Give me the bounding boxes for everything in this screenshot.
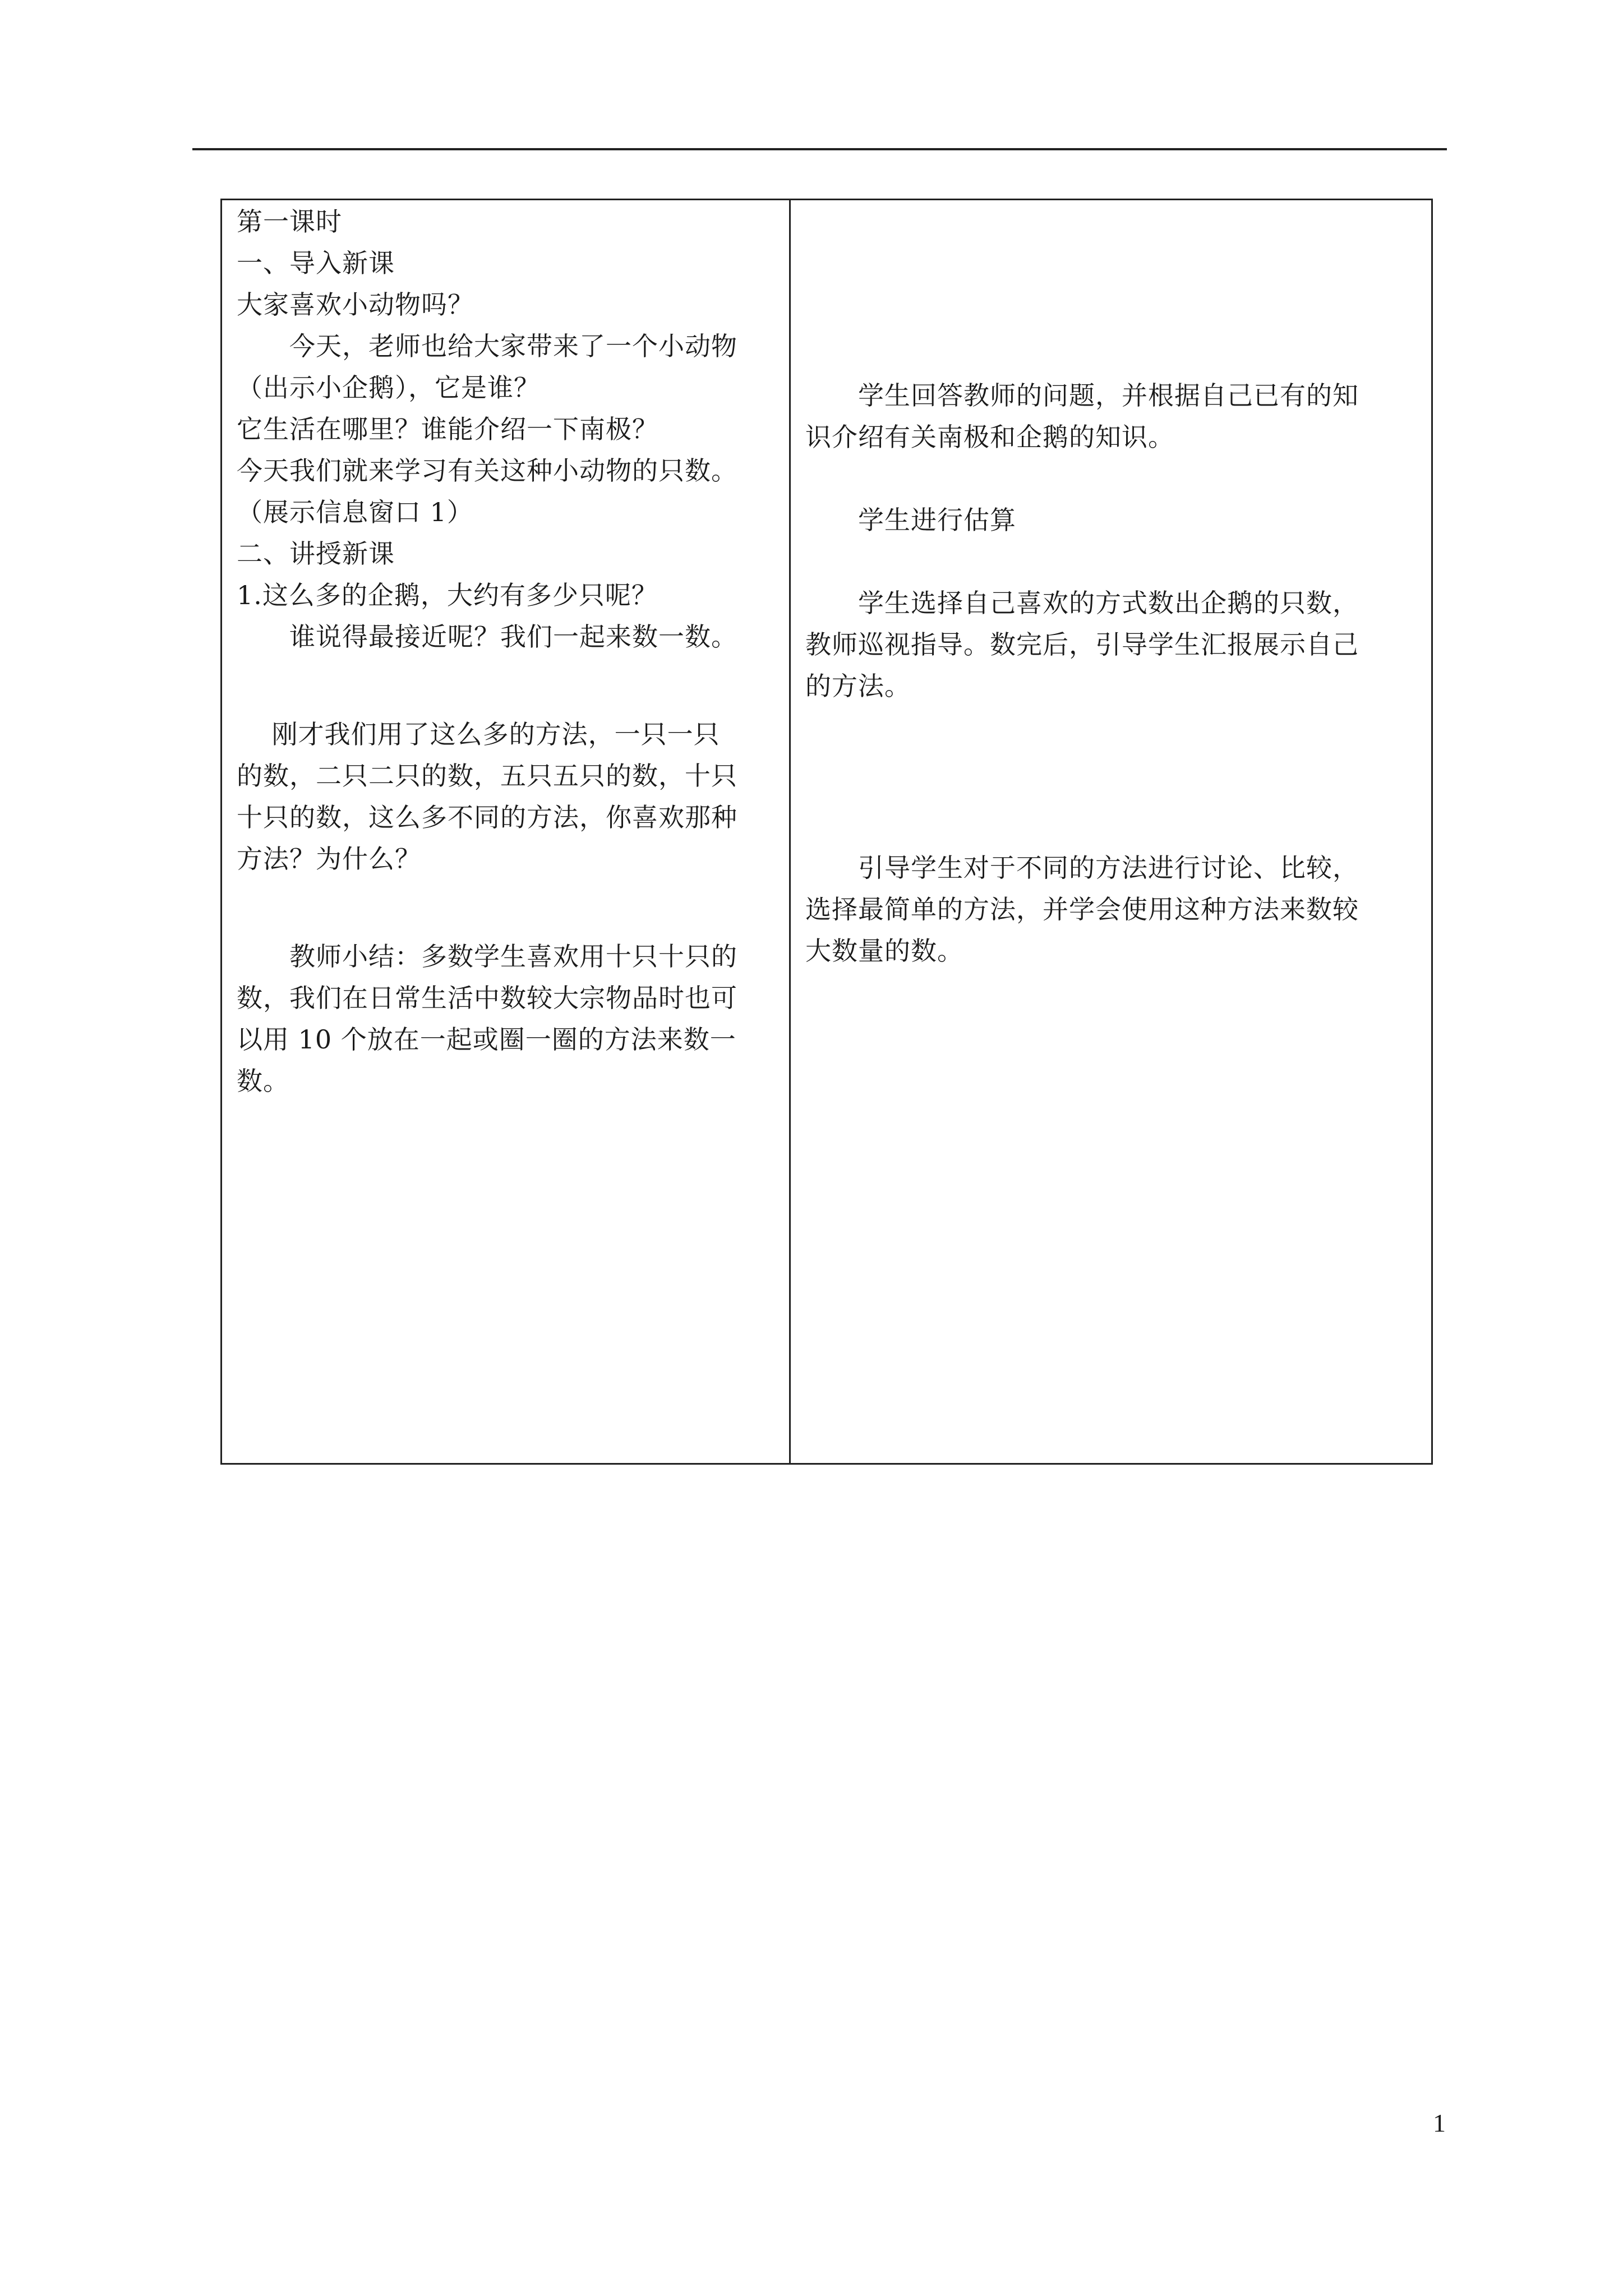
teacher-activity-column bbox=[222, 200, 791, 1463]
teacher-line: 今天，老师也给大家带来了一个小动物 bbox=[237, 331, 737, 361]
teacher-summary-line: 以用 10 个放在一起或圈一圈的方法来数一 bbox=[237, 1024, 736, 1055]
teacher-summary-line: 数。 bbox=[237, 1066, 289, 1096]
student-line: 学生回答教师的问题，并根据自己已有的知 bbox=[805, 380, 1359, 411]
teacher-line: 谁说得最接近呢？我们一起来数一数。 bbox=[237, 622, 737, 652]
student-line: 的方法。 bbox=[805, 671, 911, 701]
teacher-summary-line: 数，我们在日常生活中数较大宗物品时也可 bbox=[237, 983, 737, 1013]
student-line: 识介绍有关南极和企鹅的知识。 bbox=[805, 422, 1174, 452]
student-activity-column bbox=[791, 200, 1431, 1463]
section-heading-intro: 一、导入新课 bbox=[237, 248, 395, 278]
student-line: 学生选择自己喜欢的方式数出企鹅的只数， bbox=[805, 588, 1359, 618]
lesson-period-heading: 第一课时 bbox=[237, 206, 342, 237]
teacher-line: （出示小企鹅），它是谁？ bbox=[237, 372, 540, 403]
teacher-line: 今天我们就来学习有关这种小动物的只数。 bbox=[237, 455, 737, 486]
teacher-line: 的数，二只二只的数，五只五只的数，十只 bbox=[237, 761, 737, 791]
teacher-line: 十只的数，这么多不同的方法，你喜欢那种 bbox=[237, 802, 737, 832]
student-line: 大数量的数。 bbox=[805, 936, 963, 966]
teacher-line: 大家喜欢小动物吗？ bbox=[237, 289, 474, 320]
teacher-line: 刚才我们用了这么多的方法，一只一只 bbox=[237, 719, 720, 749]
page-number: 1 bbox=[1433, 2109, 1446, 2137]
header-rule bbox=[192, 148, 1447, 150]
student-line: 学生进行估算 bbox=[805, 505, 1016, 535]
section-heading-new-lesson: 二、讲授新课 bbox=[237, 539, 395, 569]
teacher-line: （展示信息窗口 1） bbox=[237, 497, 473, 527]
teacher-summary-line: 教师小结：多数学生喜欢用十只十只的 bbox=[237, 941, 737, 972]
student-line: 教师巡视指导。数完后，引导学生汇报展示自己 bbox=[805, 629, 1359, 660]
teacher-line: 方法？为什么？ bbox=[237, 844, 421, 874]
student-line: 引导学生对于不同的方法进行讨论、比较， bbox=[805, 853, 1359, 883]
student-line: 选择最简单的方法，并学会使用这种方法来数较 bbox=[805, 894, 1359, 924]
teacher-line: 它生活在哪里？谁能介绍一下南极？ bbox=[237, 414, 658, 444]
teacher-line: 1.这么多的企鹅，大约有多少只呢？ bbox=[237, 580, 658, 610]
lesson-plan-table bbox=[220, 199, 1433, 1465]
